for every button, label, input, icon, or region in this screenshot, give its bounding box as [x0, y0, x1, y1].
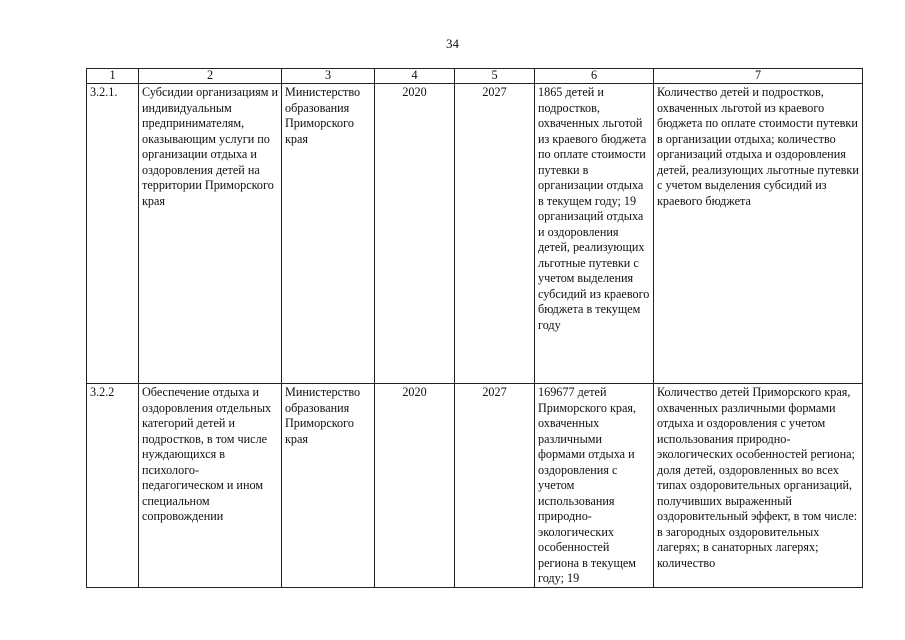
start-year: 2020 — [375, 84, 455, 384]
activity-name: Субсидии организациям и индивидуальным предпринимателям, оказывающим услуги по организации отдыха и оздоровления детей на территории Приморского края — [139, 84, 282, 384]
indicator: Количество детей Приморского края, охваченных различными формами отдыха и оздоровления с учетом использования природно-экологических особенностей региона; доля детей, оздоровленных во всех типах оздоровительных организаций, получивших выраженный оздоровительный эффект, в том числе: в загородных оздоровительных лагерях; в санаторных лагерях; количество — [654, 384, 863, 588]
end-year: 2027 — [455, 384, 535, 588]
row-number: 3.2.2 — [87, 384, 139, 588]
executor: Министерство образования Приморского края — [282, 384, 375, 588]
column-number-row — [87, 69, 863, 84]
end-year: 2027 — [455, 84, 535, 384]
row-number: 3.2.1. — [87, 84, 139, 384]
page-number: 34 — [446, 36, 459, 51]
start-year: 2020 — [375, 384, 455, 588]
expected-result: 1865 детей и подростков, охваченных льготой из краевого бюджета по оплате стоимости путевки в организации отдыха в текущем году; 19 организаций отдыха и оздоровления детей, реализующих льготные путевки с учетом выделения субсидий из краевого бюджета в текущем году — [535, 84, 654, 384]
column-header-1: 1 — [87, 69, 139, 84]
column-header-2: 2 — [139, 69, 282, 84]
table-row — [87, 384, 863, 588]
column-header-7: 7 — [654, 69, 863, 84]
table-row — [87, 84, 863, 384]
program-table — [86, 68, 863, 588]
activity-name: Обеспечение отдыха и оздоровления отдельных категорий детей и подростков, в том числе нуждающихся в психолого-педагогическом и ином специальном сопровождении — [139, 384, 282, 588]
column-header-4: 4 — [375, 69, 455, 84]
expected-result: 169677 детей Приморского края, охваченных различными формами отдыха и оздоровления с учетом использования природно-экологических особенностей региона в текущем году; 19 — [535, 384, 654, 588]
executor: Министерство образования Приморского края — [282, 84, 375, 384]
column-header-6: 6 — [535, 69, 654, 84]
column-header-3: 3 — [282, 69, 375, 84]
column-header-5: 5 — [455, 69, 535, 84]
indicator: Количество детей и подростков, охваченных льготой из краевого бюджета по оплате стоимости путевки в организации отдыха; количество организаций отдыха и оздоровления детей, реализующих льготные путевки с учетом выделения субсидий из краевого бюджета — [654, 84, 863, 384]
